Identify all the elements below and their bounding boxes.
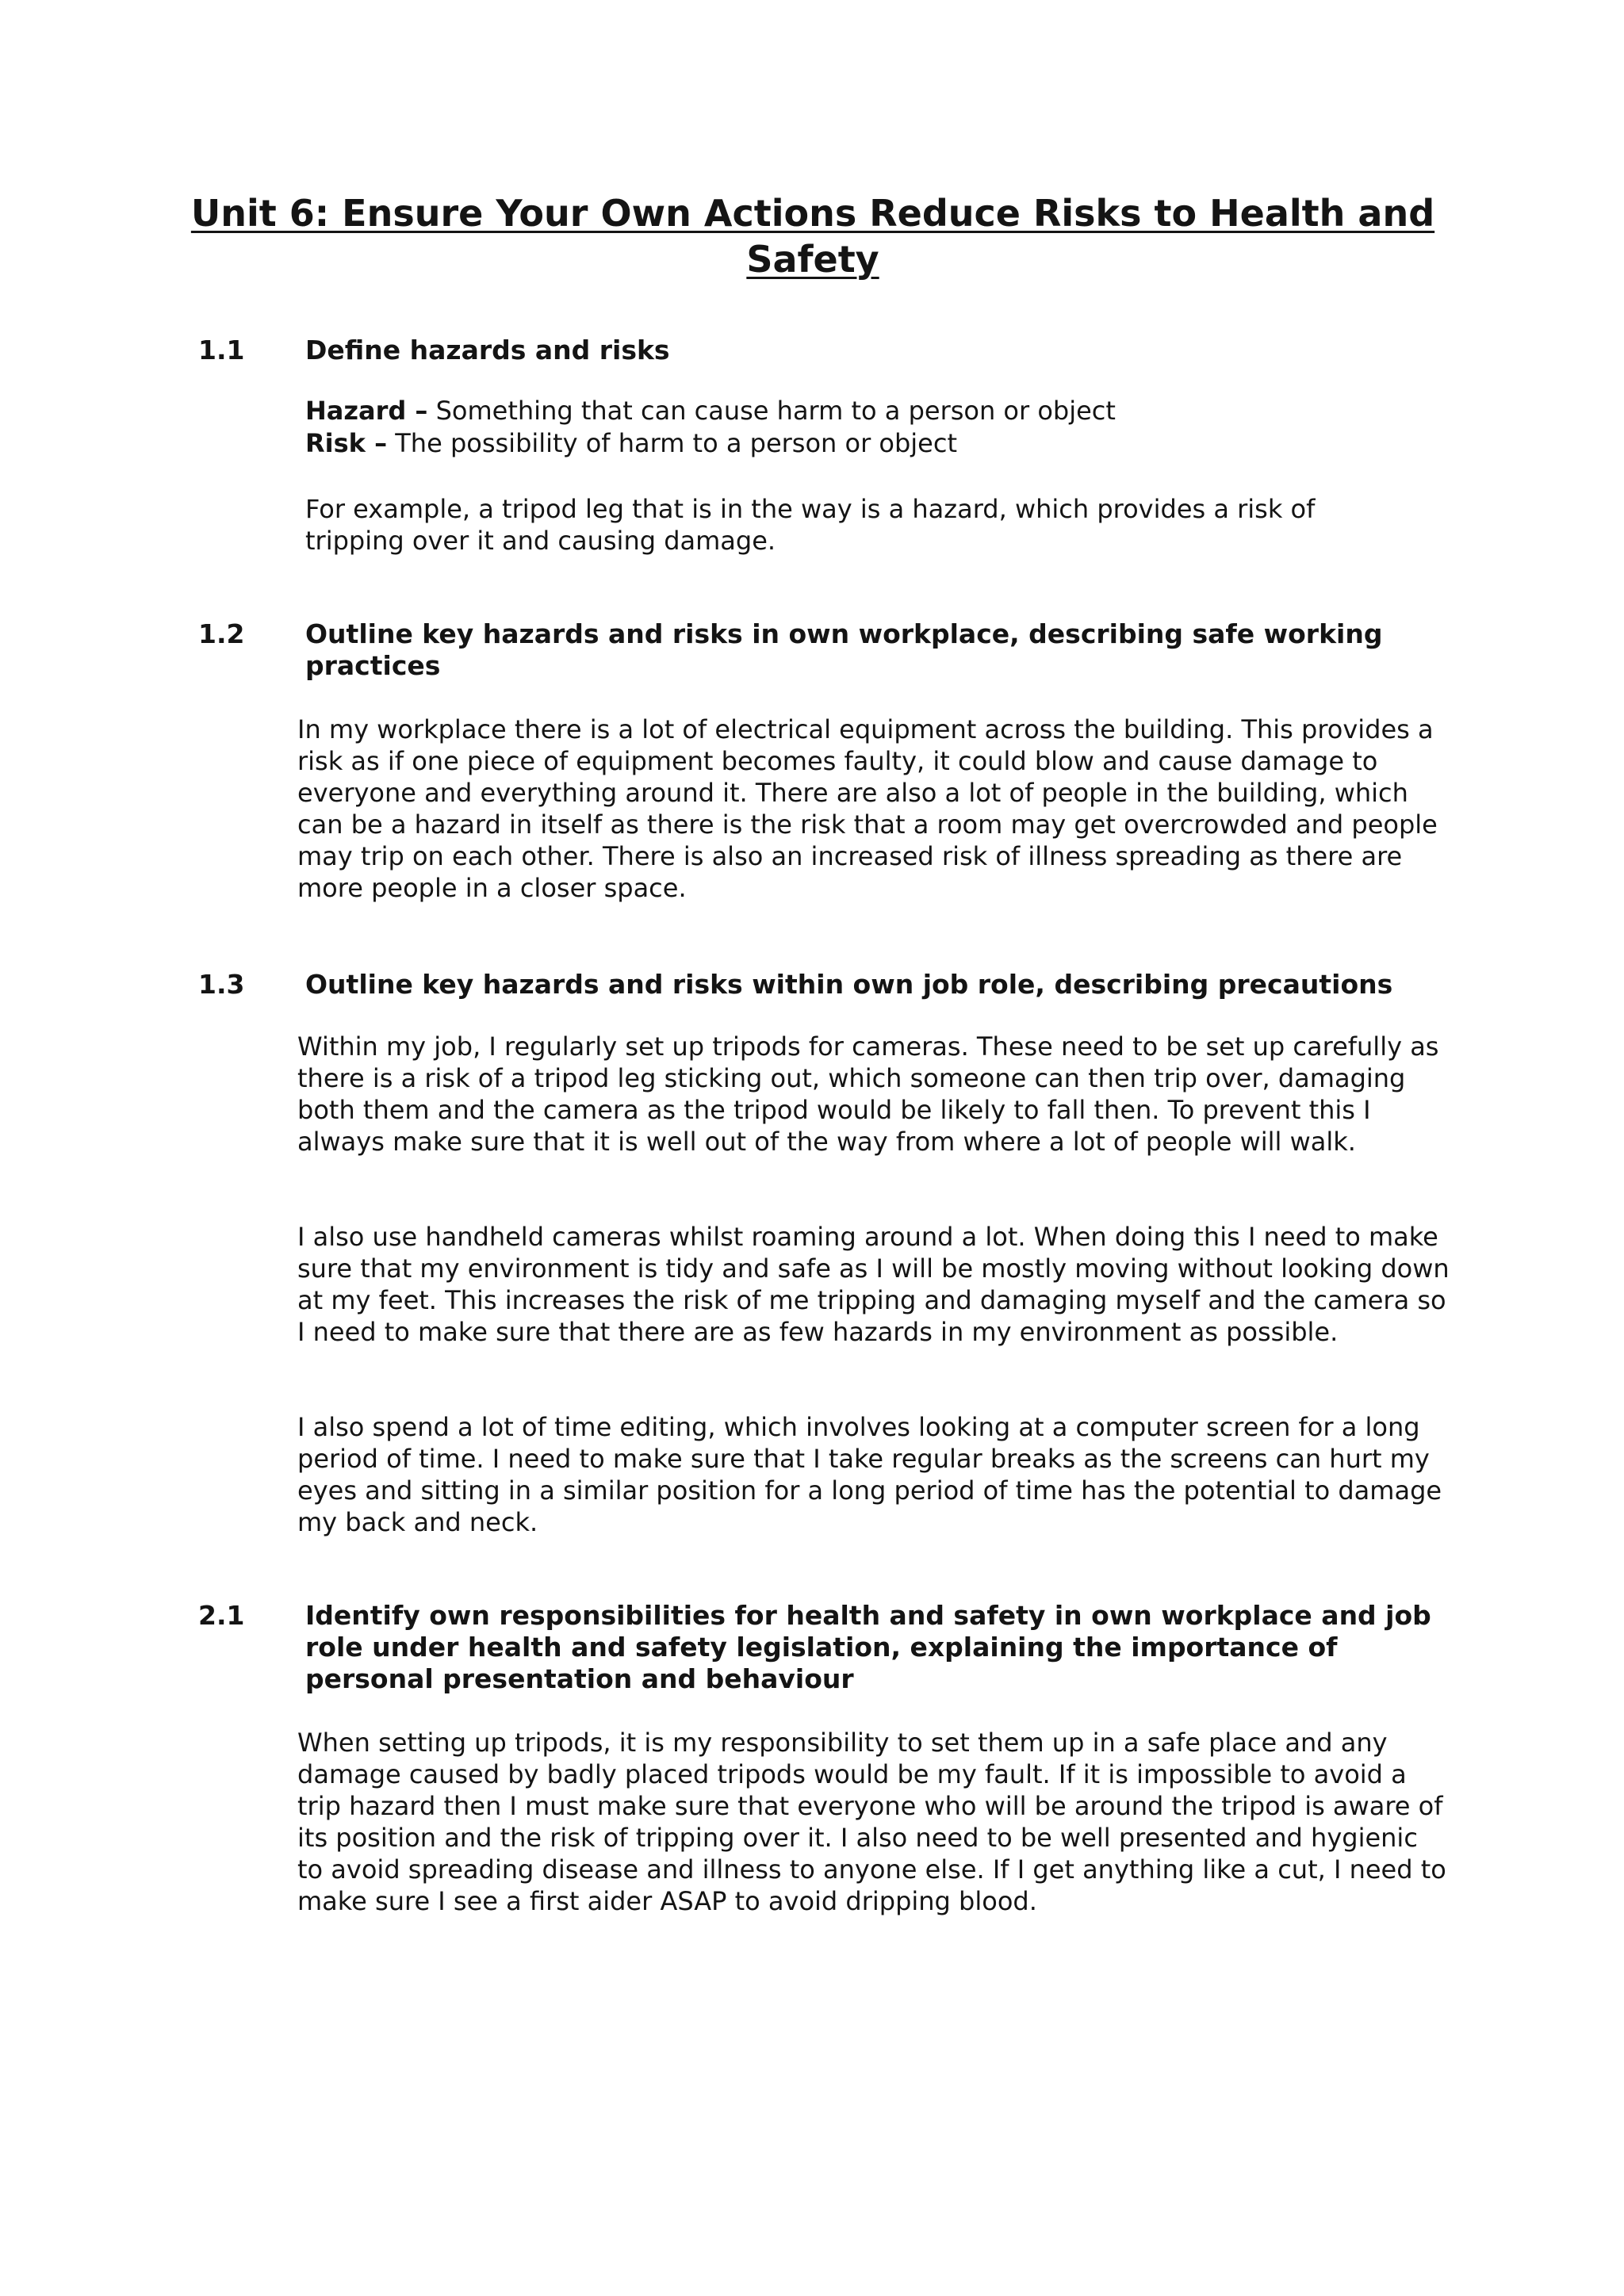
section-heading: Identify own responsibilities for health and safety in own workplace and job role under health and safety legislation, explaining the importance of personal presentation and behaviour: [305, 1600, 1431, 1694]
section-number: 1.1: [198, 335, 245, 365]
paragraph: When setting up tripods, it is my responsibility to set them up in a safe place and any damage caused by badly placed tripods would be my fault. If it is impossible to avoid a trip hazard then I must make sure that everyone who will be around the tripod is aware of its position and the risk of tripping over it. I also need to be well presented and hygienic to avoid spreading disease and illness to anyone else. If I get anything like a cut, I need to make sure I see a first aider ASAP to avoid dripping blood.: [297, 1728, 1446, 1916]
definition-text: The possibility of harm to a person or object: [387, 428, 957, 458]
document-title: Unit 6: Ensure Your Own Actions Reduce Risks to Health and Safety: [190, 192, 1435, 281]
definition-term: Hazard –: [305, 396, 428, 426]
section-number: 1.2: [198, 618, 245, 649]
definition-term: Risk –: [305, 428, 388, 458]
section-heading: Outline key hazards and risks in own workplace, describing safe working practices: [305, 618, 1383, 681]
paragraph: Within my job, I regularly set up tripods for cameras. These need to be set up carefully as there is a risk of a tripod leg sticking out, which someone can then trip over, damaging both them and the camera as the tripod would be likely to fall then. To prevent this I always make sure that it is well out of the way from where a lot of people will walk.: [297, 1031, 1439, 1157]
paragraph: I also spend a lot of time editing, which involves looking at a computer screen for a long period of time. I need to make sure that I take regular breaks as the screens can hurt my eyes and sitting in a similar position for a long period of time has the potential to damage my back and neck.: [297, 1412, 1442, 1537]
paragraph: In my workplace there is a lot of electrical equipment across the building. This provides a risk as if one piece of equipment becomes faulty, it could blow and cause damage to everyone and everything around it. There are also a lot of people in the building, which can be a hazard in itself as there is the risk that a room may get overcrowded and people may trip on each other. There is also an increased risk of illness spreading as there are more people in a closer space.: [297, 714, 1438, 903]
section-heading: Outline key hazards and risks within own job role, describing precautions: [305, 969, 1393, 1000]
definition-hazard: [305, 395, 1451, 427]
section-heading: Define hazards and risks: [305, 335, 670, 365]
section-number: 2.1: [198, 1600, 245, 1631]
definition-risk: [305, 427, 1451, 459]
paragraph: I also use handheld cameras whilst roaming around a lot. When doing this I need to make sure that my environment is tidy and safe as I will be mostly moving without looking down at my feet. This increases the risk of me tripping and damaging myself and the camera so I need to make sure that there are as few hazards in my environment as possible.: [297, 1222, 1450, 1347]
definition-text: Something that can cause harm to a person or object: [427, 396, 1116, 426]
section-number: 1.3: [198, 969, 245, 1000]
paragraph: For example, a tripod leg that is in the way is a hazard, which provides a risk of tripping over it and causing damage.: [305, 494, 1316, 556]
